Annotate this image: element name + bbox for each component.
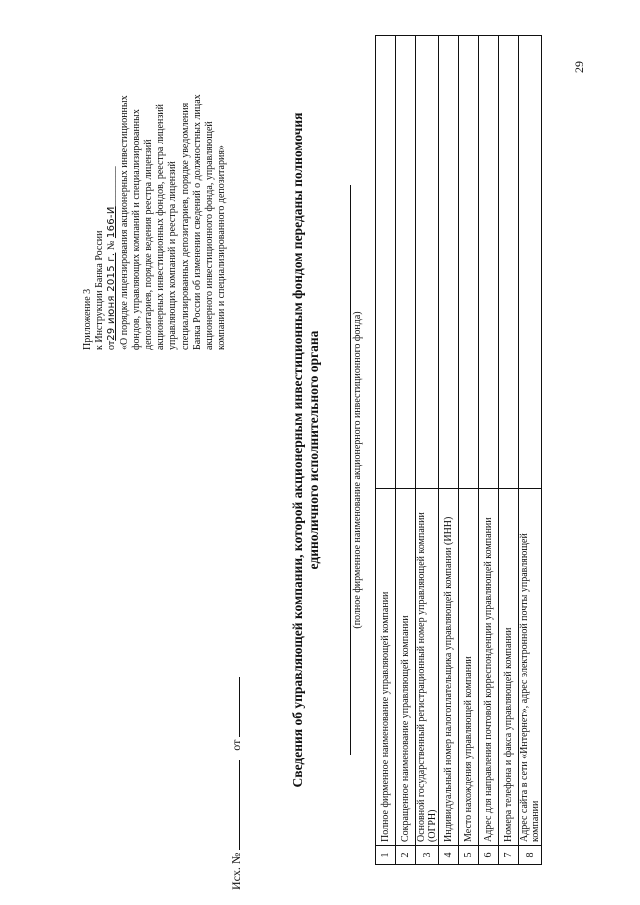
row-label: Номера телефона и факса управляющей компании: [499, 489, 519, 846]
row-value-cell[interactable]: [479, 36, 499, 489]
annex-line: фондов, управляющих компаний и специализированных: [130, 109, 142, 350]
row-label: Сокращенное наименование управляющей компании: [396, 489, 416, 846]
annex-label: Приложение 3: [82, 288, 93, 350]
row-label: Место нахождения управляющей компании: [459, 489, 479, 846]
title-line: Сведения об управляющей компании, которой акционерным инвестиционным фондом переданы полномочия: [290, 112, 305, 788]
row-value-cell[interactable]: [376, 36, 396, 489]
row-number: 2: [396, 846, 416, 865]
annex-date-handwritten: 29 июня 2015 г.: [106, 252, 118, 341]
annex-to: к Инструкции Банка России: [94, 230, 106, 350]
reference-number-blank[interactable]: [228, 760, 240, 850]
row-value-cell[interactable]: [459, 36, 479, 489]
row-label: Основной государственный регистрационный номер управляющей компании (ОГРН): [416, 489, 439, 846]
table-row: [459, 36, 479, 865]
fund-name-caption: (полное фирменное наименование акционерного инвестиционного фонда): [352, 311, 363, 629]
row-label: Полное фирменное наименование управляющей компании: [376, 489, 396, 846]
reference-from: от: [229, 739, 243, 751]
row-number: 1: [376, 846, 396, 865]
row-label: Индивидуальный номер налогоплательщика управляющей компании (ИНН): [439, 489, 459, 846]
row-value-cell[interactable]: [499, 36, 519, 489]
row-number: 6: [479, 846, 499, 865]
table-row: [416, 36, 439, 865]
row-number: 8: [519, 846, 542, 865]
company-info-table: [375, 35, 542, 865]
reference-prefix: Исх. №: [229, 852, 243, 890]
fund-name-blank[interactable]: [350, 185, 351, 755]
table-row: [499, 36, 519, 865]
row-number: 5: [459, 846, 479, 865]
table-row: [439, 36, 459, 865]
annex-block: [82, 50, 228, 350]
annex-line: специализированных депозитариев, порядке уведомления: [179, 102, 191, 350]
title-line: единоличного исполнительного органа: [306, 330, 321, 570]
document-title: [290, 35, 322, 865]
row-value-cell[interactable]: [519, 36, 542, 489]
annex-line: депозитариев, порядке ведения реестра лицензий: [143, 139, 155, 350]
table-row: [519, 36, 542, 865]
annex-line: акционерных инвестиционных фондов, реестра лицензий: [155, 104, 167, 350]
row-value-cell[interactable]: [396, 36, 416, 489]
outgoing-reference: [228, 677, 244, 890]
annex-number-handwritten: 166-И: [106, 206, 118, 239]
row-value-cell[interactable]: [416, 36, 439, 489]
annex-line: управляющих компаний и реестра лицензий: [167, 161, 179, 350]
page-number: 29: [572, 61, 586, 73]
annex-number-prefix: №: [106, 240, 118, 251]
annex-line: «О порядке лицензирования акционерных инвестиционных: [118, 95, 130, 350]
annex-date-prefix: от: [106, 340, 118, 350]
row-number: 3: [416, 846, 439, 865]
annex-date-line: от29 июня 2015 г. № 166-И________: [106, 166, 118, 350]
row-label: Адрес для направления почтовой корреспонденции управляющей компании: [479, 489, 499, 846]
table-row: [396, 36, 416, 865]
annex-line: акционерного инвестиционного фонда, управляющей: [204, 121, 216, 350]
row-label: Адрес сайта в сети «Интернет», адрес электронной почты управляющей компании: [519, 489, 542, 846]
annex-line: компании и специализированного депозитария»: [216, 145, 228, 350]
row-number: 4: [439, 846, 459, 865]
reference-date-blank[interactable]: [228, 677, 240, 737]
row-number: 7: [499, 846, 519, 865]
table-row: [376, 36, 396, 865]
row-value-cell[interactable]: [439, 36, 459, 489]
annex-line: Банка России об изменении сведений о должностных лицах: [191, 94, 203, 350]
table-row: [479, 36, 499, 865]
